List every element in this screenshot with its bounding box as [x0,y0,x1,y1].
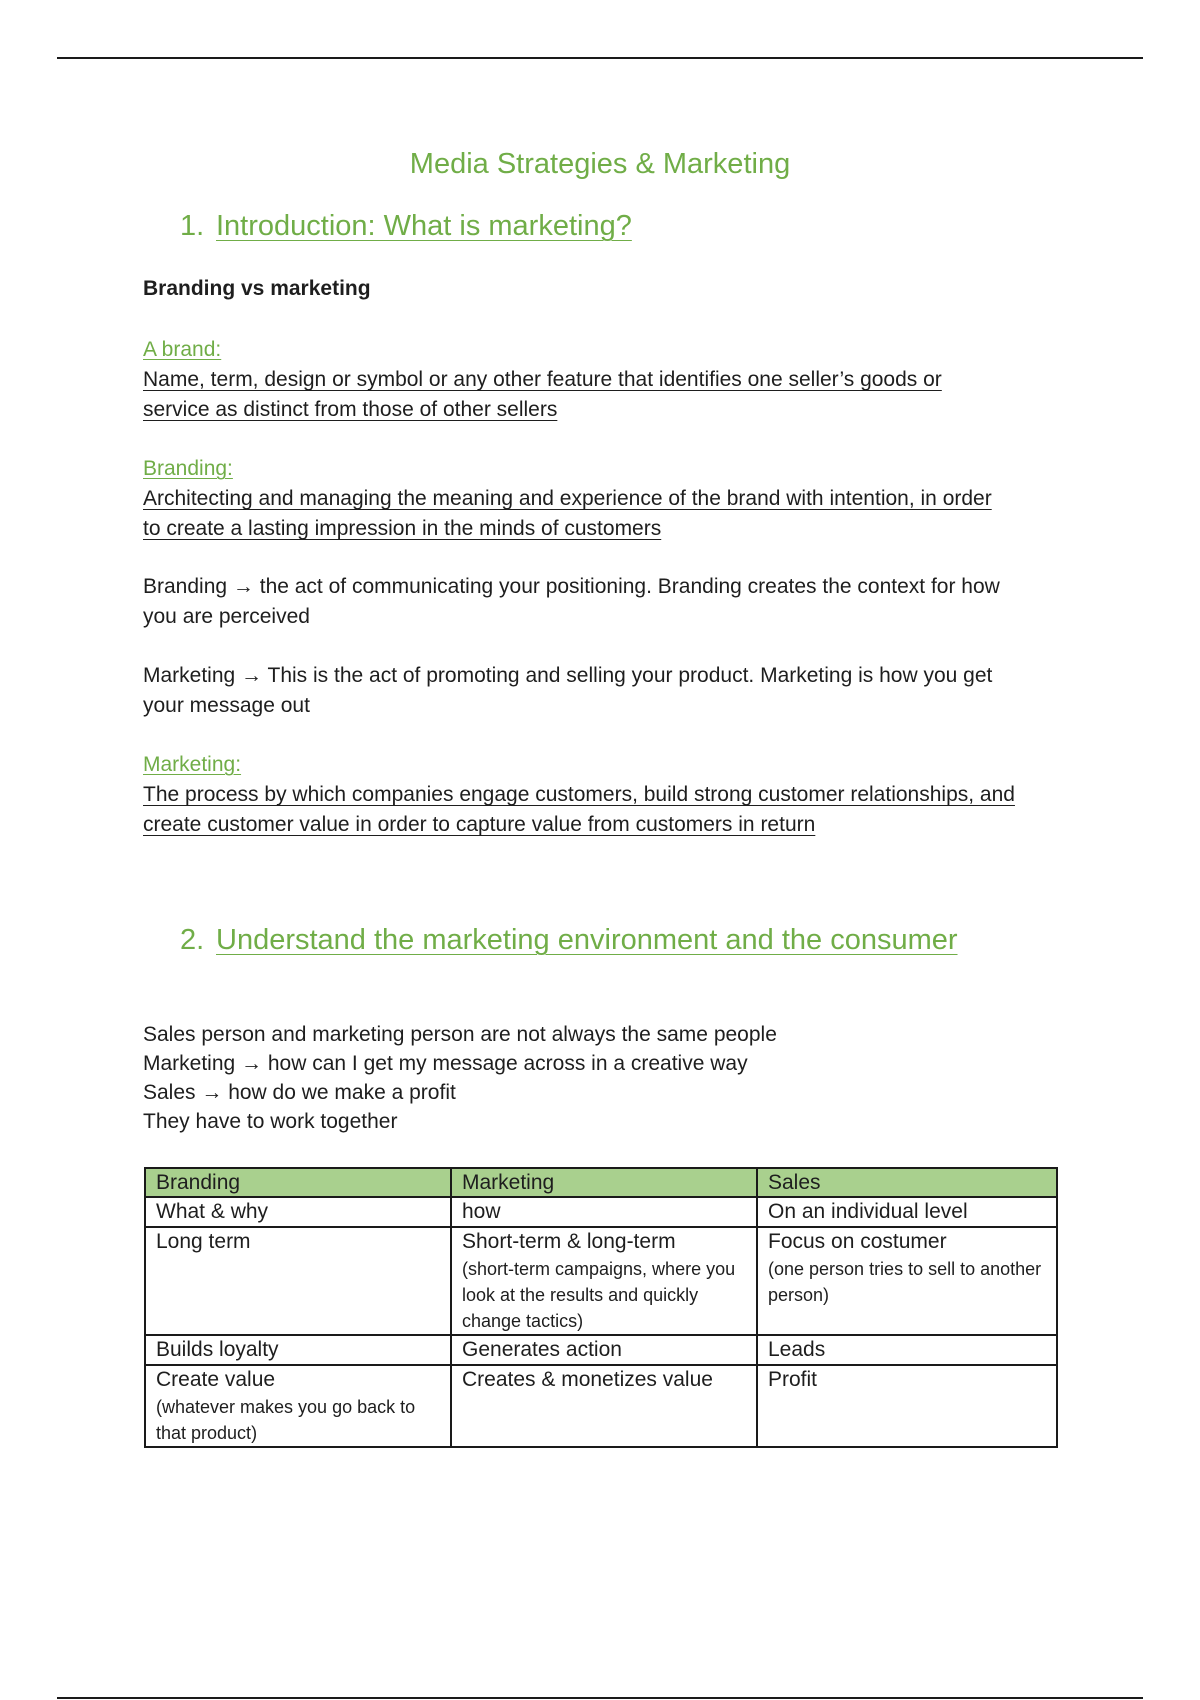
cell-note-text: (whatever makes you go back to that product) [156,1397,416,1443]
cell-main-text: Creates & monetizes value [462,1368,713,1391]
marketing-label: Marketing: [143,753,242,776]
section-2-title: Understand the marketing environment and the consumer [216,924,958,956]
table-cell [145,1365,451,1447]
cell-main-text: Profit [768,1368,818,1391]
table-row [145,1335,1057,1365]
comparison-table [144,1167,1058,1448]
cell-main-text: Short-term & long-term [462,1230,676,1253]
branding-vs-marketing-subheading: Branding vs marketing [143,277,371,300]
cell-note-text: (short-term campaigns, where you look at the results and quickly change tactics) [462,1259,736,1331]
branding-note-line: Branding → the act of communicating your positioning. Branding creates the context for how [143,575,1000,598]
table-header-row [145,1168,1057,1197]
table-cell [757,1227,1057,1335]
table-header-branding: Branding [145,1168,451,1197]
brand-definition [143,335,1083,425]
document-title: Media Strategies & Marketing [409,148,791,180]
marketing-note [143,661,1083,721]
brand-definition-line: service as distinct from those of other sellers [143,398,558,421]
brand-definition-line: Name, term, design or symbol or any other feature that identifies one seller’s goods or [143,368,942,391]
marketing-note-line: Marketing → This is the act of promoting and selling your product. Marketing is how you get [143,664,993,687]
table-cell [451,1227,757,1335]
section-2-heading [180,922,958,958]
section-1-heading [180,208,632,244]
note-line: Marketing → how can I get my message across in a creative way [143,1052,748,1075]
cell-note-text: (one person tries to sell to another person) [768,1259,1042,1305]
table-cell: Leads [757,1335,1057,1365]
section-1-number: 1. [180,210,205,242]
table-row [145,1365,1057,1447]
branding-definition-line: Architecting and managing the meaning and experience of the brand with intention, in order [143,487,992,510]
table-cell: how [451,1197,757,1227]
marketing-definition [143,750,1083,840]
table-cell [451,1365,757,1447]
table-header-marketing: Marketing [451,1168,757,1197]
table-header-sales: Sales [757,1168,1057,1197]
branding-definition [143,454,1083,544]
table-cell: On an individual level [757,1197,1057,1227]
cell-main-text: Long term [156,1230,251,1253]
sales-vs-marketing-notes [143,1020,1083,1136]
section-1-title: Introduction: What is marketing? [216,210,632,242]
footer-rule [57,1697,1143,1699]
cell-main-text: Focus on costumer [768,1230,947,1253]
cell-main-text: Create value [156,1368,276,1391]
note-line: Sales person and marketing person are not always the same people [143,1023,777,1046]
note-line: They have to work together [143,1110,398,1133]
table-cell: Builds loyalty [145,1335,451,1365]
table-row [145,1197,1057,1227]
branding-label: Branding: [143,457,233,480]
section-2-number: 2. [180,924,205,956]
brand-label: A brand: [143,338,222,361]
header-rule [57,57,1143,59]
table-cell [757,1365,1057,1447]
marketing-definition-line: create customer value in order to capture value from customers in return [143,813,816,836]
table-cell: Generates action [451,1335,757,1365]
marketing-definition-line: The process by which companies engage customers, build strong customer relationships, and [143,783,1015,806]
table-cell [145,1227,451,1335]
note-line: Sales → how do we make a profit [143,1081,456,1104]
marketing-note-line: your message out [143,694,310,717]
branding-note [143,572,1083,632]
branding-definition-line: to create a lasting impression in the minds of customers [143,517,662,540]
table-row [145,1227,1057,1335]
branding-note-line: you are perceived [143,605,310,628]
table-cell: What & why [145,1197,451,1227]
